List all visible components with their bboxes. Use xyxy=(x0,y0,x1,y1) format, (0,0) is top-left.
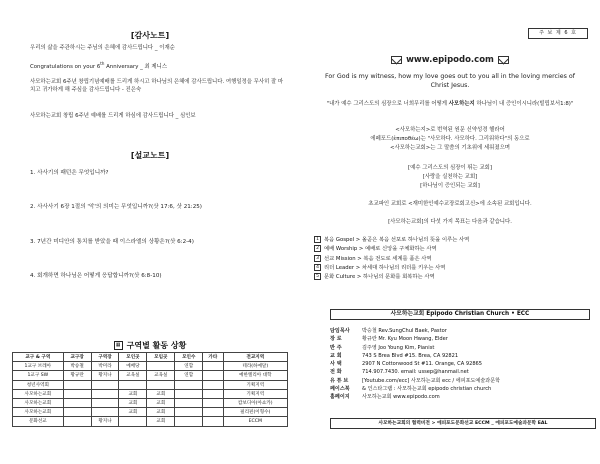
table-cell: 황규란 xyxy=(63,371,91,380)
sermon-question-3: 3. 7년간 미디안의 통치를 받았을 때 이스라엘의 상황은?(삿 6:2-4) xyxy=(30,239,194,245)
table-header-cell: 교구 & 구역 xyxy=(13,353,64,362)
table-cell: 교육실 xyxy=(119,371,147,380)
info-row: 전 화 714.907.7430. email: ussep@hanmail.net xyxy=(330,369,469,376)
sermon-question-2: 2. 사사사기 6장 1절의 '악'의 의미는 무엇입니까?(삿 17:6, 삿 21:25) xyxy=(30,204,202,210)
goal-item: 3 선교 Mission > 복음 전도로 세계를 품은 사역 xyxy=(314,255,594,264)
issue-badge: 주 보 제 6 호 xyxy=(528,28,588,39)
church-name-box: 사모하는교회 Epipodo Christian Church • ECC xyxy=(330,309,590,320)
table-cell: 1교구 브레아 xyxy=(13,362,64,371)
table-cell xyxy=(203,389,223,398)
envelope-icon xyxy=(391,56,402,64)
table-cell: 황지나 xyxy=(91,371,119,380)
table-cell: 황지나 xyxy=(91,417,119,426)
table-row xyxy=(13,380,288,389)
table-cell: 박미라 xyxy=(91,362,119,371)
table-header-cell: 교구장 xyxy=(63,353,91,362)
table-cell: 연합 xyxy=(175,371,203,380)
table-cell xyxy=(63,380,91,389)
table-cell xyxy=(91,389,119,398)
table-header-cell: 모인곳 xyxy=(119,353,147,362)
table-cell xyxy=(91,398,119,407)
table-row xyxy=(13,362,288,371)
church-info xyxy=(330,327,595,401)
motto-1: [예수 그리스도의 심장이 뛰는 교회] xyxy=(408,165,492,171)
sermon-heading: [설교노트] xyxy=(130,151,170,160)
table-cell xyxy=(63,408,91,417)
info-row: 담임목사 박승철 Rev.SungChul Baek, Pastor xyxy=(330,328,447,334)
table-header-cell: 구역장 xyxy=(91,353,119,362)
thanks-note-1: 우리의 삶을 주관하시는 주님의 은혜에 감사드립니다 _ 이재순 xyxy=(30,45,175,51)
table-cell xyxy=(175,389,203,398)
motto-3: [하나님이 증인되는 교회] xyxy=(420,183,480,189)
partner-vision-box: 사모하는교회의 협력비전 > 에피포도문화선교 ECCM _ 에피포도예술과문학 EAL xyxy=(330,418,596,429)
table-cell xyxy=(147,380,175,389)
table-row xyxy=(13,389,288,398)
table-cell: 1교구 SW xyxy=(13,371,64,380)
table-cell: 교육실 xyxy=(147,371,175,380)
table-cell xyxy=(91,380,119,389)
activities-title: ▦ 구역별 활동 상황 xyxy=(70,340,230,351)
table-cell: 연합 xyxy=(175,362,203,371)
table-cell: 캄보디아(아쇼카) xyxy=(223,398,287,407)
table-header-cell: 모인수 xyxy=(175,353,203,362)
table-cell: 테라(하예달) xyxy=(223,362,287,371)
calendar-icon: ▦ xyxy=(114,341,123,350)
website-link[interactable]: www.epipodo.com xyxy=(406,55,494,65)
table-row xyxy=(13,417,288,426)
sermon-question-1: 1. 사사기의 패턴은 무엇입니까? xyxy=(30,170,109,176)
table-cell: 사모하는교회 xyxy=(13,398,64,407)
table-header-cell: 가타 xyxy=(203,353,223,362)
table-cell xyxy=(175,408,203,417)
table-row xyxy=(13,408,288,417)
table-cell: 교회 xyxy=(147,398,175,407)
table-cell: 교회 xyxy=(147,408,175,417)
table-cell xyxy=(203,408,223,417)
table-cell: 기획지역 xyxy=(223,380,287,389)
explain-line-3: <사모하는교회>는 그 말씀의 기초위에 세워졌으며 xyxy=(389,145,511,151)
denomination-note: 초교파인 교회로 <재미한인예수교장로회고신>에 소속된 교회입니다. xyxy=(368,201,532,207)
right-column xyxy=(300,0,600,464)
website-line xyxy=(300,55,600,65)
table-cell xyxy=(147,362,175,371)
info-row: 사 택 2907 N Cottonwood St #11. Orange, CA 92865 xyxy=(330,361,483,367)
info-row: 반 주 김주영 Joo Young Kim, Pianist xyxy=(330,344,435,351)
sermon-question-4: 4. 회개하면 하나님은 어떻게 응답합니까?(삿 6:8-10) xyxy=(30,273,162,279)
table-cell: 문화선교 xyxy=(13,417,64,426)
table-cell xyxy=(203,371,223,380)
table-cell: 예한엘리아 대학 xyxy=(223,371,287,380)
activities-table xyxy=(12,352,288,427)
table-cell: 예배당 xyxy=(119,362,147,371)
table-cell xyxy=(203,417,223,426)
table-cell xyxy=(119,417,147,426)
table-cell xyxy=(63,389,91,398)
table-cell: 기획지역 xyxy=(223,389,287,398)
table-cell: 필리핀(이형수) xyxy=(223,408,287,417)
table-header-cell: 전교지역 xyxy=(223,353,287,362)
info-row: 페이스북 & 인스타그램 : 사모하는교회 epipodo christian church xyxy=(330,385,492,392)
info-row: 홈페이지 사모하는교회 www.epipodo.com xyxy=(330,394,440,400)
table-row xyxy=(13,398,288,407)
table-cell: 박승철 xyxy=(63,362,91,371)
info-row: 교 회 743 S Brea Blvd #15. Brea, CA 92821 xyxy=(330,352,459,359)
info-row: 장 로 황규란 Mr. Kyu Moon Hwang, Elder xyxy=(330,336,448,343)
table-cell: ECCM xyxy=(223,417,287,426)
table-cell: 교회 xyxy=(147,417,175,426)
goal-item: 5 문화 Culture > 하나님의 문화를 회복하는 사역 xyxy=(314,273,594,282)
goal-item: 2 예배 Worship > 예배로 신앙을 구체화하는 사역 xyxy=(314,245,594,254)
table-cell xyxy=(203,380,223,389)
thanks-heading: [감사노트] xyxy=(130,31,170,40)
table-cell xyxy=(175,380,203,389)
table-header-cell: 모임곳 xyxy=(147,353,175,362)
goal-item: 1 복음 Gospel > 올곧은 복음 선포로 하나님의 뜻을 이루는 사역 xyxy=(314,236,594,245)
table-cell: 사모하는교회 xyxy=(13,389,64,398)
table-cell xyxy=(63,417,91,426)
table-cell xyxy=(175,417,203,426)
verse-korean: "내가 예수 그리스도의 심장으로 너희무리를 어떻게 사모하는지 하나님이 내 증인이시니라(빌립보서1:8)" xyxy=(326,101,574,107)
table-cell: 교회 xyxy=(119,408,147,417)
explain-line-2: 에페포드(ἐπιποθέω)는 "사모하다. 사모하다. 그리워하다"의 동으로 xyxy=(370,136,530,142)
goals-intro: [사모하는교회]의 다섯 가지 목표는 다음과 같습니다. xyxy=(388,219,512,225)
table-cell: 교회 xyxy=(119,389,147,398)
table-cell: 사모하는교회 xyxy=(13,408,64,417)
motto-2: [사랑을 실천하는 교회] xyxy=(422,174,478,180)
thanks-note-2: Congratulations on your 6th Anniversary _ 최 제니스 xyxy=(30,61,168,70)
table-cell: 교회 xyxy=(147,389,175,398)
table-cell xyxy=(119,380,147,389)
info-row: 유 튜 브 [Youtube.com/ecc] 사모하는교회 ecc / 에피포도예술과문학 xyxy=(330,377,501,384)
explain-line-1: <사모하는지>로 번역된 원문 신약성경 헬라어 xyxy=(395,127,505,133)
thanks-note-3: 사모하는교회 6주년 창립기념예배를 드리게 하시고 하나님의 은혜에 감사드립니다. 여행일정을 무사히 잘 마치고 귀가하게 해 주심을 감사드립니다 - 진은숙 xyxy=(30,79,284,94)
table-cell xyxy=(175,398,203,407)
table-cell xyxy=(203,398,223,407)
table-row xyxy=(13,371,288,380)
goal-item: 4 리더 Leader > 차세대 하나님의 리더를 키우는 사역 xyxy=(314,264,594,273)
table-cell xyxy=(63,398,91,407)
envelope-icon xyxy=(498,56,509,64)
thanks-note-4: 사모하는교회 창립 6주년 예배를 드리게 하심에 감사드립니다 _ 심인보 xyxy=(30,113,196,119)
table-cell: 교회 xyxy=(119,398,147,407)
table-cell xyxy=(203,362,223,371)
table-cell: 청년사역회 xyxy=(13,380,64,389)
verse-english: For God is my witness, how my love goes out to you all in the loving mercies of Christ Jesus. xyxy=(325,73,575,90)
goals-list xyxy=(314,236,594,282)
table-cell xyxy=(91,408,119,417)
